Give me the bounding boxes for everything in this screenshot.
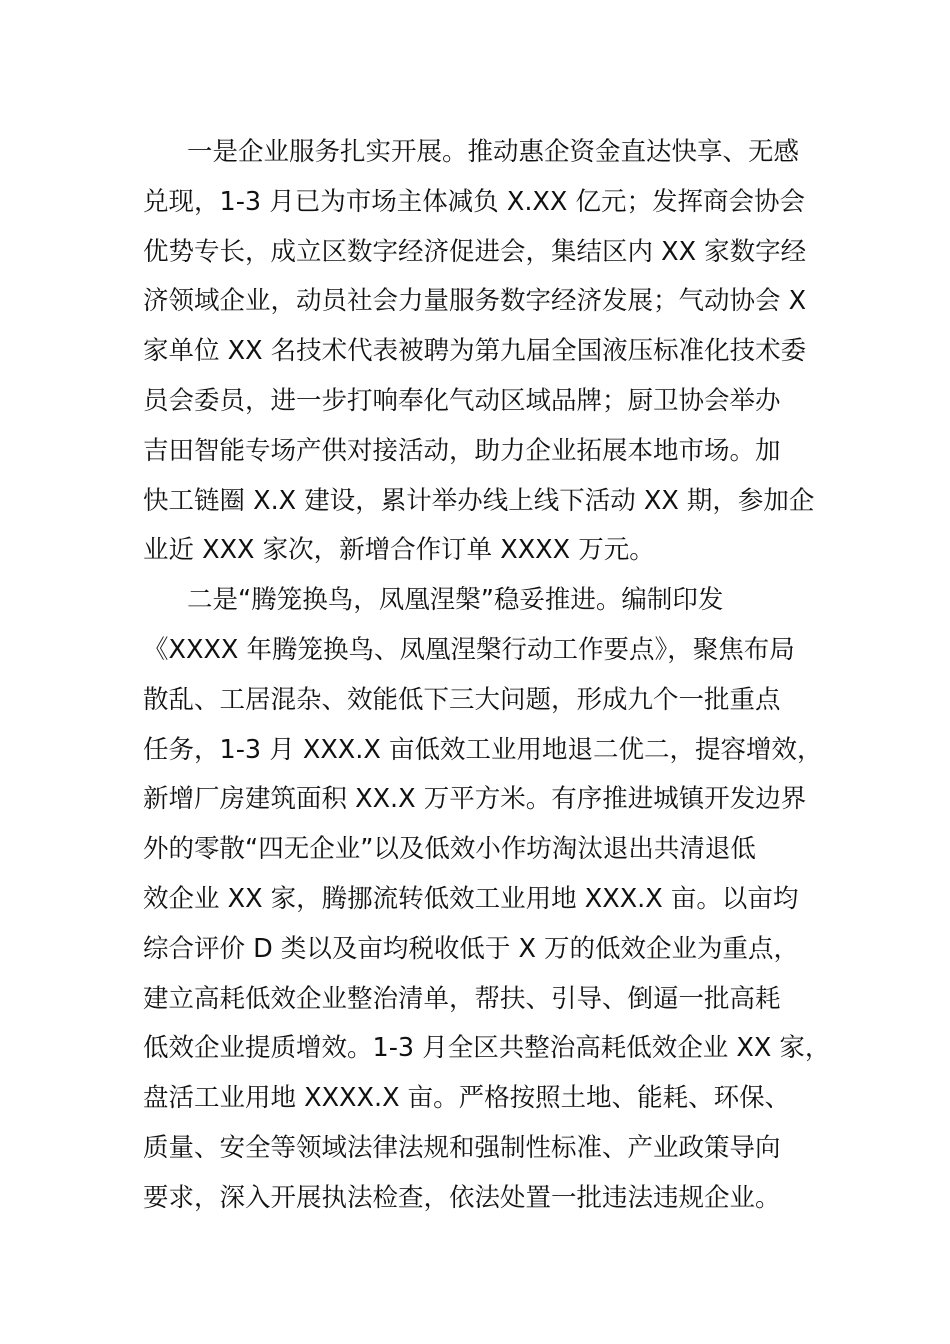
paragraph-line: 建立高耗低效企业整治清单，帮扶、引导、倒逼一批高耗 (143, 983, 781, 1014)
paragraph-line: 吉田智能专场产供对接活动，助力企业拓展本地市场。加 (143, 435, 781, 466)
paragraph-enterprise-services (143, 128, 823, 576)
paragraph-line: 要求，深入开展执法检查，依法处置一批违法违规企业。 (143, 1182, 781, 1213)
paragraph-line: 质量、安全等领域法律法规和强制性标准、产业政策导向 (143, 1132, 781, 1163)
paragraph-line: 效企业 XX 家，腾挪流转低效工业用地 XXX.X 亩。以亩均 (143, 883, 799, 914)
paragraph-line: 低效企业提质增效。1-3 月全区共整治高耗低效企业 XX 家， (143, 1033, 831, 1064)
paragraph-line: 快工链圈 X.X 建设，累计举办线上线下活动 XX 期，参加企 (143, 485, 815, 516)
paragraph-line: 优势专长，成立区数字经济促进会，集结区内 XX 家数字经 (143, 236, 807, 267)
paragraph-line: 兑现，1-3 月已为市场主体减负 X.XX 亿元；发挥商会协会 (143, 186, 805, 217)
paragraph-line: 综合评价 D 类以及亩均税收低于 X 万的低效企业为重点， (143, 933, 800, 964)
paragraph-cage-bird-replacement (143, 576, 831, 1223)
paragraph-line: 散乱、工居混杂、效能低下三大问题，形成九个一批重点 (143, 684, 781, 715)
paragraph-line: 员会委员，进一步打响奉化气动区域品牌；厨卫协会举办 (143, 385, 781, 416)
paragraph-line: 济领域企业，动员社会力量服务数字经济发展；气动协会 X (143, 286, 807, 317)
document-body (143, 128, 831, 1224)
paragraph-line: 新增厂房建筑面积 XX.X 万平方米。有序推进城镇开发边界 (143, 784, 807, 815)
paragraph-line: 任务，1-3 月 XXX.X 亩低效工业用地退二优二，提容增效， (143, 734, 823, 765)
paragraph-line: 一是企业服务扎实开展。推动惠企资金直达快享、无感 (187, 137, 800, 167)
paragraph-line: 《XXXX 年腾笼换鸟、凤凰涅槃行动工作要点》，聚焦布局 (143, 634, 795, 665)
paragraph-line: 业近 XXX 家次，新增合作订单 XXXX 万元。 (143, 535, 655, 566)
paragraph-line: 家单位 XX 名技术代表被聘为第九届全国液压标准化技术委 (143, 336, 807, 367)
paragraph-line: 二是“腾笼换鸟，凤凰涅槃”稳妥推进。编制印发 (187, 585, 724, 616)
paragraph-line: 外的零散“四无企业”以及低效小作坊淘汰退出共清退低 (143, 834, 756, 865)
paragraph-line: 盘活工业用地 XXXX.X 亩。严格按照土地、能耗、环保、 (143, 1083, 791, 1114)
